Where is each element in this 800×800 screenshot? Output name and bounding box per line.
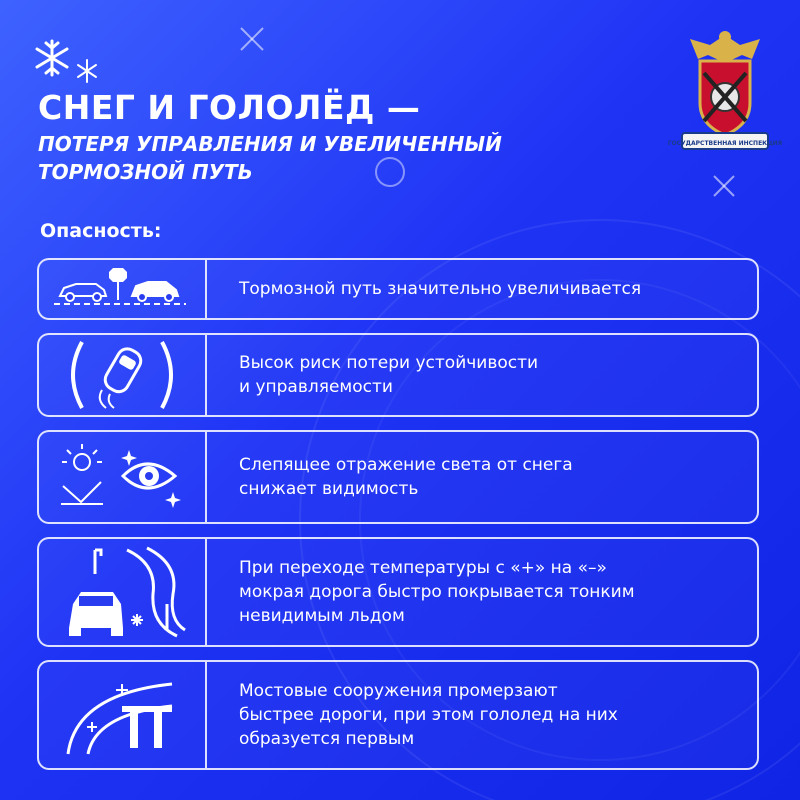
section-label: Опасность: <box>40 220 162 242</box>
card-text: Тормозной путь значительно увеличивается <box>239 279 642 299</box>
danger-card-bridge <box>37 660 759 770</box>
icy-road-car-icon <box>39 539 207 645</box>
card-text: При переходе температуры с «+» на «–» мокрая дорога быстро покрывается тонким невидимым льдом <box>239 558 635 626</box>
skidding-car-icon <box>39 335 207 415</box>
card-text: Слепящее отражение света от снега снижает видимость <box>239 455 573 499</box>
page-subtitle: ПОТЕРЯ УПРАВЛЕНИЯ И УВЕЛИЧЕННЫЙ ТОРМОЗНОЙ ПУТЬ <box>38 132 502 184</box>
card-text: Мостовые сооружения промерзают быстрее дороги, при этом гололед на них образуется первым <box>239 681 618 749</box>
card-text: Высок риск потери устойчивости и управляемости <box>239 353 539 397</box>
snowflake-icon <box>32 38 102 88</box>
glare-eye-icon <box>39 432 207 522</box>
cars-braking-stop-sign-icon <box>39 260 207 318</box>
emblem-ribbon-text: ГОСУДАРСТВЕННАЯ ИНСПЕКЦИЯ <box>667 140 783 147</box>
danger-card-glare <box>37 430 759 524</box>
danger-card-ice <box>37 537 759 647</box>
page-title: СНЕГ И ГОЛОЛЁД — <box>38 88 421 127</box>
danger-card-stability <box>37 333 759 417</box>
police-emblem-icon <box>667 25 783 155</box>
danger-card-braking <box>37 258 759 320</box>
frozen-bridge-icon <box>39 662 207 768</box>
